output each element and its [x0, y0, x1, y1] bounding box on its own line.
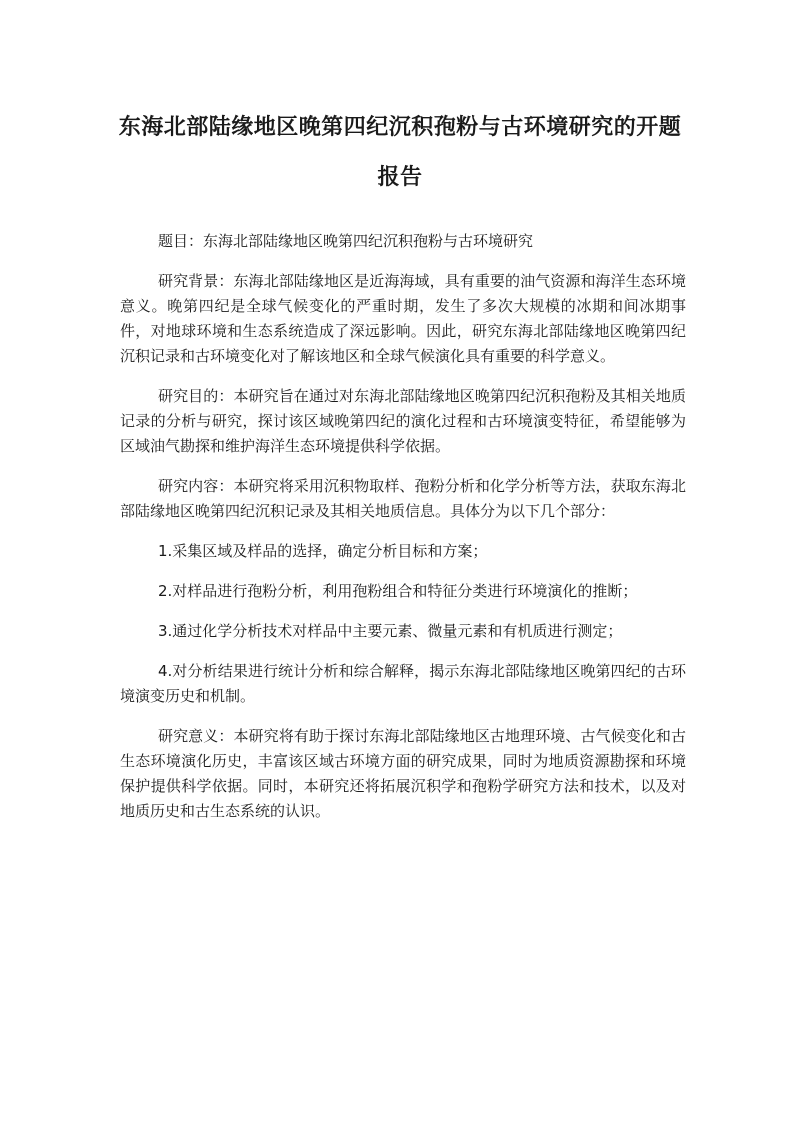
paragraph-background: 研究背景：东海北部陆缘地区是近海海域，具有重要的油气资源和海洋生态环境意义。晚第四纪是全球气候变化的严重时期，发生了多次大规模的冰期和间冰期事件，对地球环境和生态系统造成了深远影响。因此，研究东海北部陆缘地区晚第四纪沉积记录和古环境变化对了解该地区和全球气候演化具有重要的科学意义。: [120, 272, 686, 365]
paragraph-item-1: 1.采集区域及样品的选择，确定分析目标和方案；: [158, 542, 488, 560]
document-title-line-1: 东海北部陆缘地区晚第四纪沉积孢粉与古环境研究的开题: [118, 115, 682, 140]
paragraph-significance: 研究意义：本研究将有助于探讨东海北部陆缘地区古地理环境、古气候变化和古生态环境演化历史，丰富该区域古环境方面的研究成果，同时为地质资源勘探和环境保护提供科学依据。同时，本研究还将拓展沉积学和孢粉学研究方法和技术，以及对地质历史和古生态系统的认识。: [120, 727, 686, 820]
paragraph-item-2: 2.对样品进行孢粉分析，利用孢粉组合和特征分类进行环境演化的推断；: [158, 582, 638, 600]
paragraph-topic: 题目：东海北部陆缘地区晚第四纪沉积孢粉与古环境研究: [158, 232, 534, 250]
paragraph-content: 研究内容：本研究将采用沉积物取样、孢粉分析和化学分析等方法，获取东海北部陆缘地区晚第四纪沉积记录及其相关地质信息。具体分为以下几个部分：: [120, 477, 686, 520]
document-title-line-2: 报告: [377, 165, 423, 190]
paragraph-objective: 研究目的：本研究旨在通过对东海北部陆缘地区晚第四纪沉积孢粉及其相关地质记录的分析与研究，探讨该区域晚第四纪的演化过程和古环境演变特征，希望能够为区域油气勘探和维护海洋生态环境提供科学依据。: [120, 387, 686, 455]
paragraph-item-4: 4.对分析结果进行统计分析和综合解释，揭示东海北部陆缘地区晚第四纪的古环境演变历史和机制。: [120, 662, 686, 705]
document-body: [120, 229, 686, 839]
paragraph-item-3: 3.通过化学分析技术对样品中主要元素、微量元素和有机质进行测定；: [158, 622, 623, 640]
